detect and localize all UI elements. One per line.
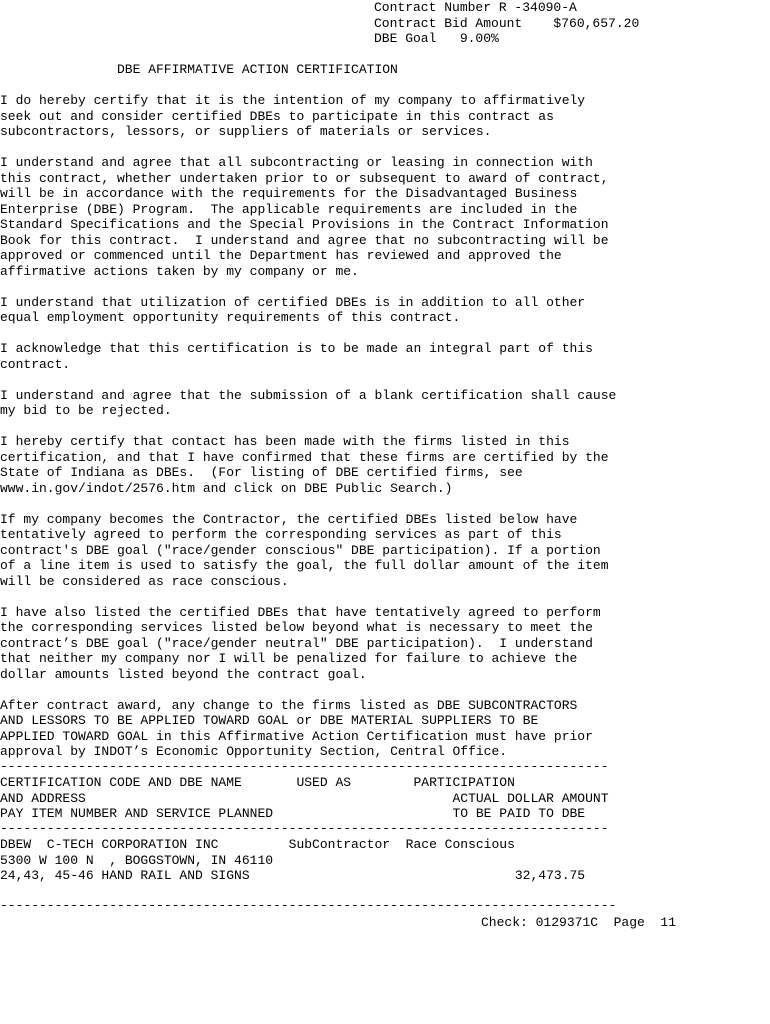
- paragraph-4-line: contract.: [0, 356, 71, 372]
- paragraph-2-line: affirmative actions taken by my company or me.: [0, 263, 359, 279]
- paragraph-6-line: State of Indiana as DBEs. (For listing of DBE certified firms, see: [0, 465, 523, 480]
- paragraph-7-line: If my company becomes the Contractor, the certified DBEs listed below have: [0, 511, 578, 527]
- document-title: DBE AFFIRMATIVE ACTION CERTIFICATION: [117, 62, 398, 77]
- table-row-line: DBEW C-TECH CORPORATION INC SubContractor Race Conscious: [0, 837, 515, 852]
- paragraph-7-line: tentatively agreed to perform the corresponding services as part of this: [0, 527, 562, 542]
- paragraph-8-line: I have also listed the certified DBEs that have tentatively agreed to perform: [0, 604, 601, 620]
- paragraph-7-line: contract's DBE goal ("race/gender conscious" DBE participation). If a portion: [0, 542, 601, 558]
- footer-separator: -------------------------------------------------------------------------------: [0, 898, 617, 913]
- table-header-line: CERTIFICATION CODE AND DBE NAME USED AS PARTICIPATION: [0, 775, 515, 790]
- dbe-goal: DBE Goal 9.00%: [374, 31, 499, 46]
- table-separator-top: ------------------------------------------------------------------------------: [0, 759, 609, 774]
- table-header-line: AND ADDRESS ACTUAL DOLLAR AMOUNT: [0, 790, 609, 806]
- paragraph-7-line: will be considered as race conscious.: [0, 573, 289, 589]
- paragraph-5-line: my bid to be rejected.: [0, 403, 172, 418]
- paragraph-2-line: approved or commenced until the Department has reviewed and approved the: [0, 248, 562, 263]
- paragraph-3-line: equal employment opportunity requirements of this contract.: [0, 310, 461, 325]
- paragraph-2-line: will be in accordance with the requirements for the Disadvantaged Business: [0, 186, 578, 201]
- contract-number: Contract Number R -34090-A: [374, 0, 577, 15]
- paragraph-4-line: I acknowledge that this certification is to be made an integral part of this: [0, 341, 593, 356]
- paragraph-8-line: the corresponding services listed below beyond what is necessary to meet the: [0, 620, 593, 635]
- paragraph-2-line: Standard Specifications and the Special Provisions in the Contract Information: [0, 217, 609, 232]
- table-header-line: PAY ITEM NUMBER AND SERVICE PLANNED TO BE PAID TO DBE: [0, 806, 586, 821]
- paragraph-9-line: AND LESSORS TO BE APPLIED TOWARD GOAL or DBE MATERIAL SUPPLIERS TO BE: [0, 713, 539, 728]
- paragraph-6-line: www.in.gov/indot/2576.htm and click on DBE Public Search.): [0, 480, 453, 496]
- paragraph-2-line: I understand and agree that all subcontracting or leasing in connection with: [0, 155, 593, 170]
- contract-bid-amount: Contract Bid Amount $760,657.20: [374, 15, 640, 31]
- paragraph-9-line: After contract award, any change to the firms listed as DBE SUBCONTRACTORS: [0, 697, 578, 713]
- paragraph-7-line: of a line item is used to satisfy the goal, the full dollar amount of the item: [0, 558, 609, 573]
- paragraph-9-line: APPLIED TOWARD GOAL in this Affirmative Action Certification must have prior: [0, 728, 593, 744]
- table-row-line: 5300 W 100 N , BOGGSTOWN, IN 46110: [0, 852, 274, 868]
- paragraph-6-line: certification, and that I have confirmed that these firms are certified by the: [0, 449, 609, 465]
- paragraph-8-line: dollar amounts listed beyond the contract goal.: [0, 666, 367, 682]
- paragraph-1-line: subcontractors, lessors, or suppliers of materials or services.: [0, 124, 492, 139]
- paragraph-1-line: seek out and consider certified DBEs to participate in this contract as: [0, 108, 554, 124]
- paragraph-2-line: Book for this contract. I understand and agree that no subcontracting will be: [0, 232, 609, 248]
- footer-check-page: Check: 0129371C Page 11: [481, 914, 677, 930]
- paragraph-2-line: this contract, whether undertaken prior to or subsequent to award of contract,: [0, 170, 609, 186]
- paragraph-5-line: I understand and agree that the submission of a blank certification shall cause: [0, 387, 617, 403]
- paragraph-3-line: I understand that utilization of certified DBEs is in addition to all other: [0, 294, 586, 310]
- table-separator-header: ------------------------------------------------------------------------------: [0, 821, 609, 836]
- table-row-line: 24,43, 45-46 HAND RAIL AND SIGNS 32,473.75: [0, 868, 586, 883]
- paragraph-8-line: that neither my company nor I will be penalized for failure to achieve the: [0, 651, 578, 666]
- paragraph-2-line: Enterprise (DBE) Program. The applicable requirements are included in the: [0, 201, 578, 217]
- paragraph-1-line: I do hereby certify that it is the intention of my company to affirmatively: [0, 93, 586, 108]
- paragraph-8-line: contract’s DBE goal ("race/gender neutral" DBE participation). I understand: [0, 635, 593, 651]
- paragraph-9-line: approval by INDOT’s Economic Opportunity Section, Central Office.: [0, 744, 508, 759]
- paragraph-6-line: I hereby certify that contact has been made with the firms listed in this: [0, 434, 570, 449]
